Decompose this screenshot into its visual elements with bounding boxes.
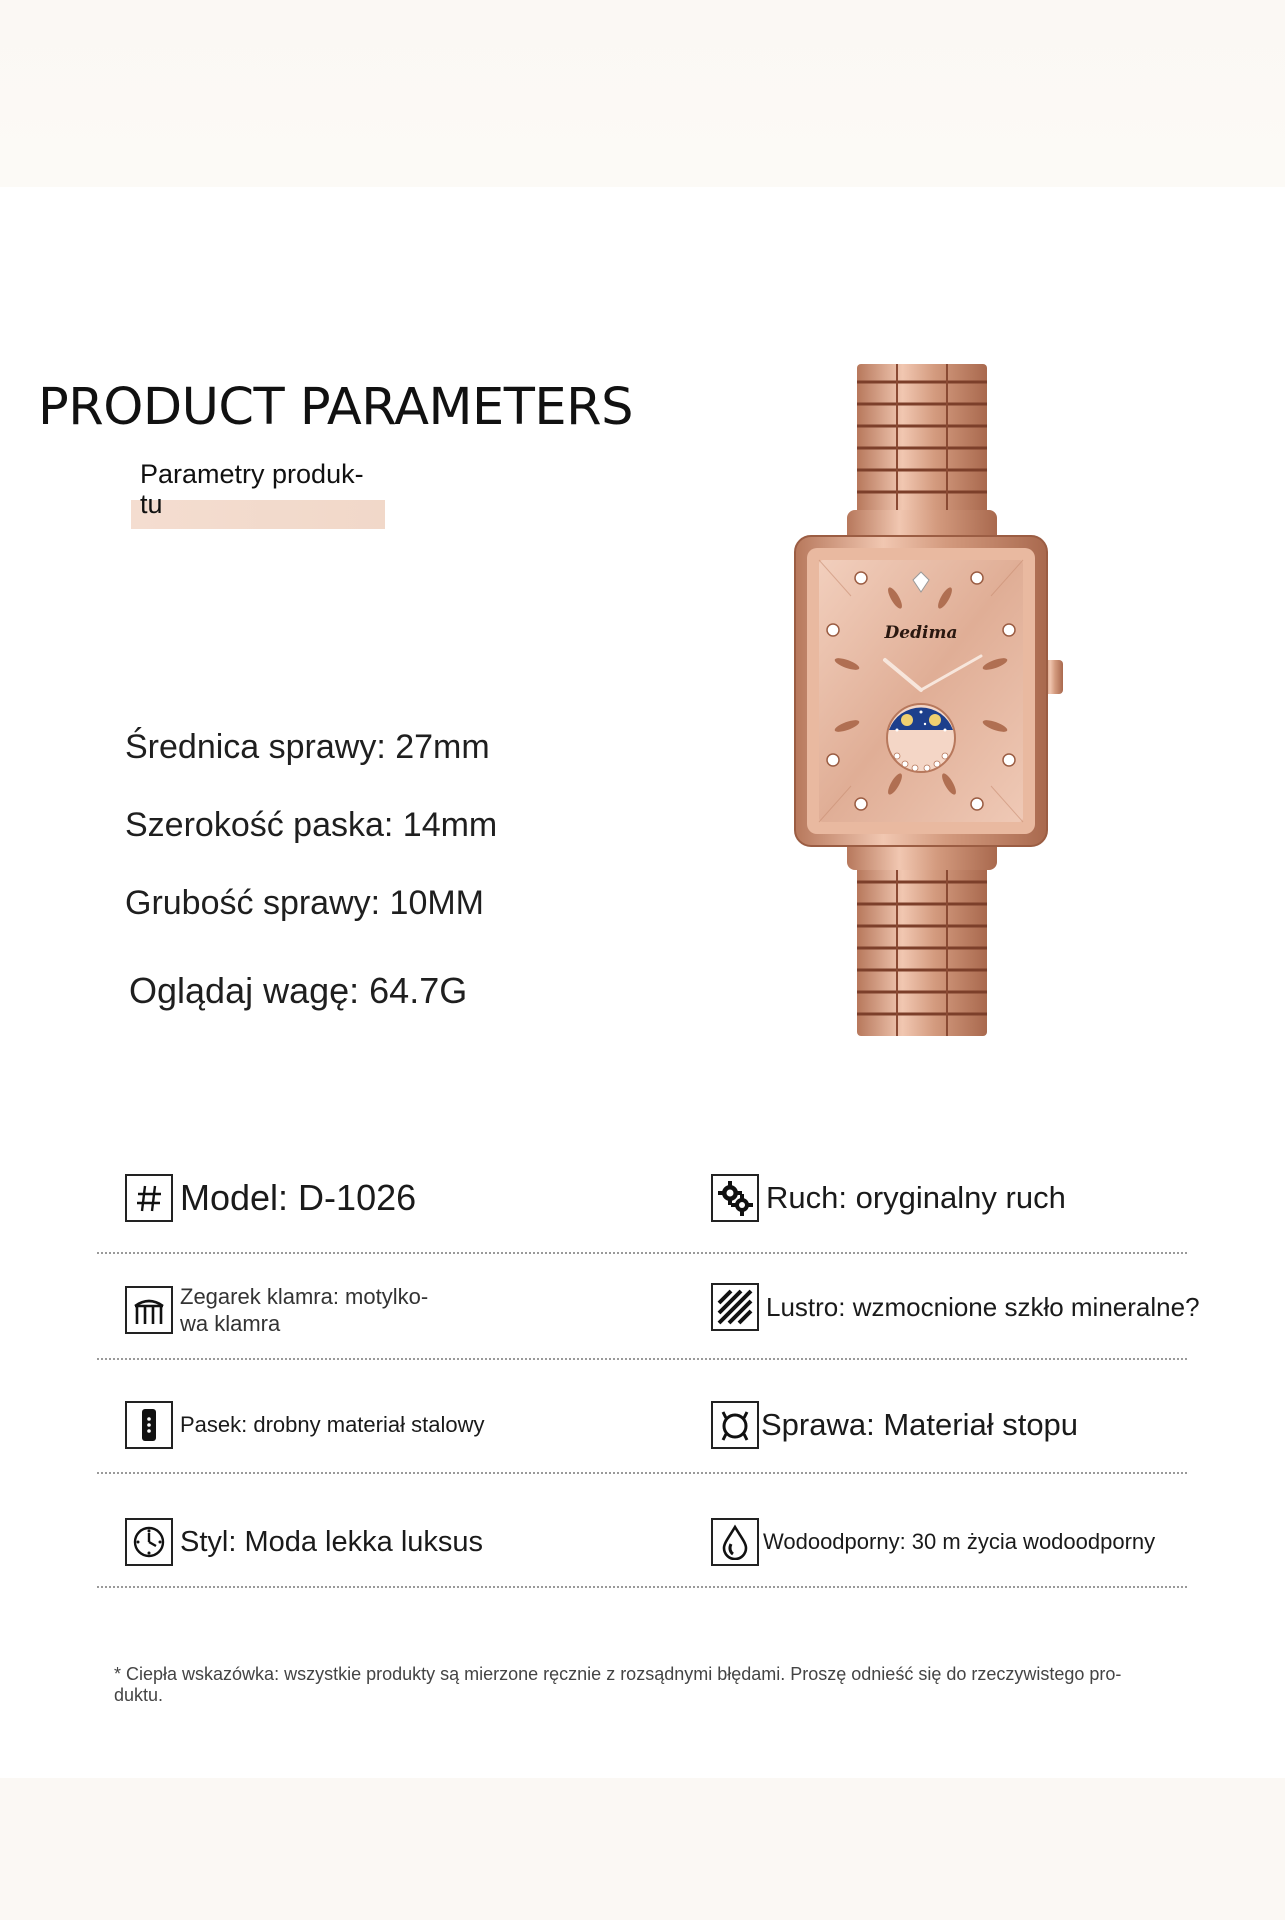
spec-case-diameter: Średnica sprawy: 27mm [125,728,490,766]
param-case-text: Sprawa: Materiał stopu [761,1407,1079,1442]
param-model-text: Model: D-1026 [180,1177,417,1218]
glass-hatch-icon [711,1283,759,1331]
param-case [711,1401,1078,1449]
bottom-background-band [0,1778,1285,1920]
clock-icon [125,1518,173,1566]
disclaimer-note: * Ciepła wskazówka: wszystkie produkty są mierzone ręcznie z rozsądnymi błędami. Proszę odnieść się do rzeczywistego pro- duktu. [114,1664,1122,1705]
page-subtitle: Parametry produk- tu [140,459,364,519]
watch-case-icon [711,1401,759,1449]
param-style [125,1518,483,1566]
clasp-icon [125,1286,173,1334]
spec-strap-width: Szerokość paska: 14mm [125,806,498,844]
separator-2 [97,1358,1187,1360]
moonphase-subdial [887,704,955,772]
spec-watch-weight: Oglądaj wagę: 64.7G [129,970,468,1011]
spec-case-thickness: Grubość sprawy: 10MM [125,884,484,922]
param-movement-text: Ruch: oryginalny ruch [766,1180,1066,1215]
strap-icon [125,1401,173,1449]
watch-image [785,360,1075,1040]
page-title: PRODUCT PARAMETERS [38,378,633,437]
param-style-text: Styl: Moda lekka luksus [180,1525,484,1558]
param-mirror-text: Lustro: wzmocnione szkło mineralne? [766,1291,1200,1322]
param-waterproof-text: Wodoodporny: 30 m życia wodoodporny [763,1529,1156,1554]
hash-icon [125,1174,173,1222]
param-mirror [711,1283,1200,1331]
water-drop-icon [711,1518,759,1566]
param-strap [125,1401,484,1449]
top-background-band [0,0,1285,187]
param-waterproof [711,1518,1155,1566]
separator-4 [97,1586,1187,1588]
param-clasp-text: Zegarek klamra: motylko- wa klamra [180,1284,429,1336]
gears-icon [711,1174,759,1222]
separator-3 [97,1472,1187,1474]
separator-1 [97,1252,1187,1254]
watch-brand: Dedima [884,623,958,643]
param-model [125,1174,416,1222]
param-movement [711,1174,1066,1222]
param-clasp [125,1283,428,1337]
param-strap-text: Pasek: drobny materiał stalowy [180,1412,485,1437]
